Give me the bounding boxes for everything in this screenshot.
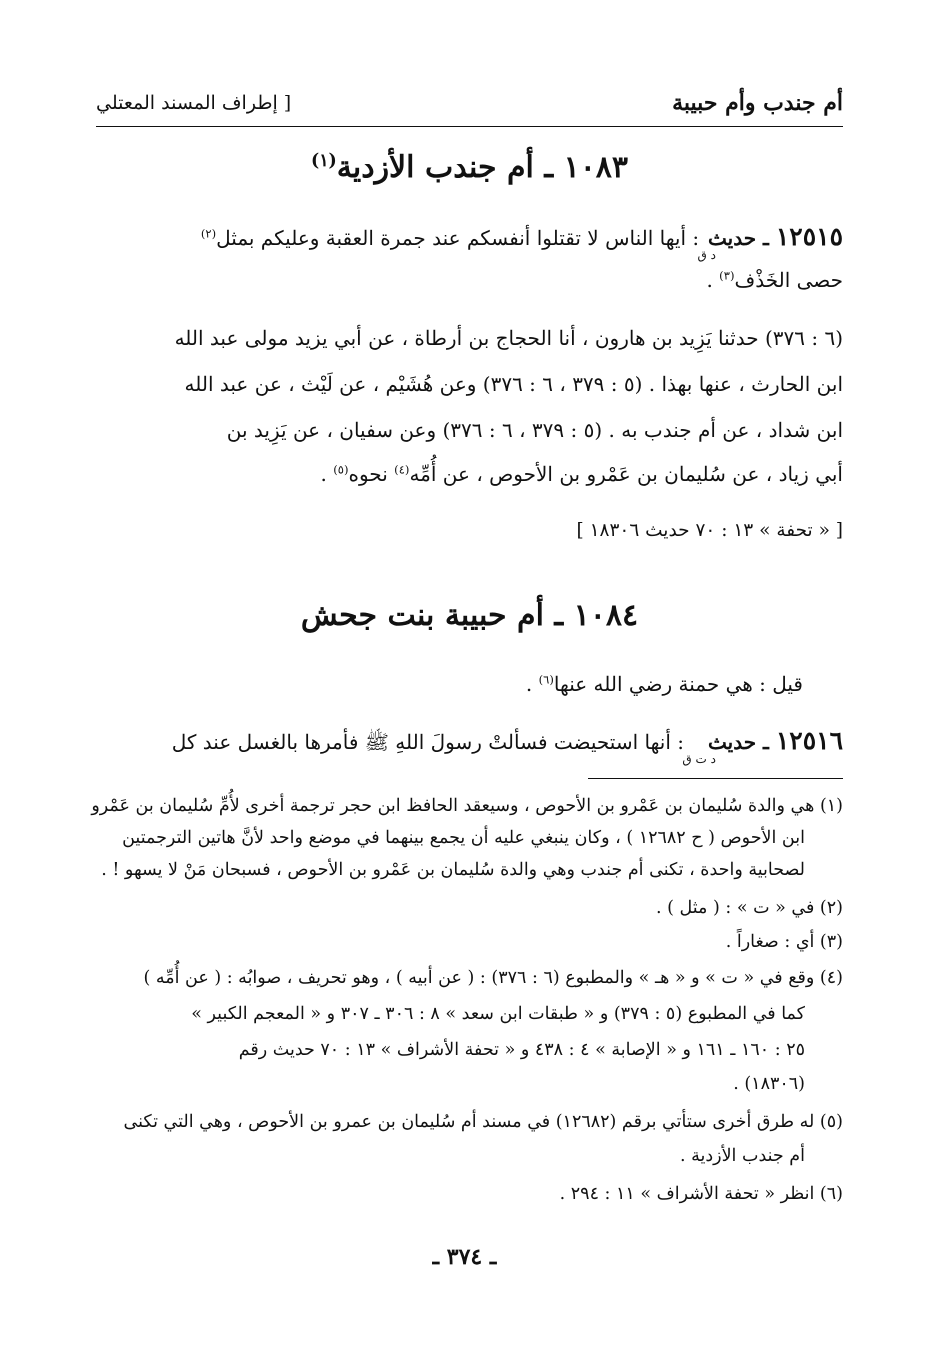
footnote-5-line-2: أم جندب الأزدية . [679, 1146, 805, 1166]
qil-text-end: . [525, 672, 539, 696]
qil-text: قيل : هي حمنة رضي الله عنها [553, 672, 803, 696]
hadith-dash: ـ [756, 226, 776, 250]
hadith-text: : أيها الناس لا تقتلوا أنفسكم عند جمرة العقبة وعليكم بمثل [216, 226, 706, 250]
hadith-number: ١٢٥١٦ [775, 726, 843, 755]
footnote-3: (٣) أي : صغاراً . [725, 932, 843, 952]
footnote-2: (٢) في « ت » : ( مثل ) . [656, 898, 843, 918]
footnote-marker: (٦) [538, 672, 554, 687]
running-header [96, 88, 843, 127]
hadith-label: حديث [707, 226, 757, 250]
footnote-marker: (١) [310, 151, 337, 171]
hadith-12515-line-1 [96, 222, 843, 262]
footnote-1-line-2: ابن الأحوص ( ح ١٢٦٨٢ ) ، وكان ينبغي عليه أن يجمع بينهما في موضع واحد لأنَّ هاتين الترجمتين [122, 828, 805, 848]
hadith-dash: ـ [756, 730, 776, 754]
footnote-marker: (٥) [333, 462, 349, 477]
section-heading-text: ١٠٨٣ ـ أم جندب الأزدية [336, 150, 629, 185]
footnote-4-line-2: كما في المطبوع (٥ : ٣٧٩) و « طبقات ابن سعد » ٨ : ٣٠٦ ـ ٣٠٧ و « المعجم الكبير » [191, 1004, 805, 1024]
tuhfa-reference: [ « تحفة » ١٣ : ٧٠ حديث ١٨٣٠٦ ] [576, 520, 843, 541]
isnad-text-end: . [320, 462, 334, 486]
hadith-siglum: د ت ق [682, 752, 716, 766]
hadith-12516-line-1 [96, 726, 843, 766]
section-heading-1084: ١٠٨٤ ـ أم حبيبة بنت جحش [300, 598, 639, 633]
isnad-text: نحوه [348, 462, 395, 486]
footnote-5-line-1: (٥) له طرق أخرى ستأتي برقم (١٢٦٨٢) في مسند أم سُليمان بن عمرو بن الأحوص ، وهي التي تكنى [123, 1112, 843, 1132]
isnad-line-3: ابن شداد ، عن أم جندب به . (٥ : ٣٧٩ ، ٦ : ٣٧٦) وعن سفيان ، عن يَزِيد بن [226, 418, 843, 442]
footnote-4-line-3: ٢٥ : ١٦٠ ـ ١٦١ و « الإصابة » ٤ : ٤٣٨ و « تحفة الأشراف » ١٣ : ٧٠ حديث رقم [238, 1040, 805, 1060]
page-number: ـ ٣٧٤ ـ [432, 1244, 497, 1270]
section-heading-1083 [96, 150, 843, 185]
isnad-line-4 [96, 462, 843, 486]
footnote-marker: (٣) [719, 268, 735, 283]
footnote-4-line-4: (١٨٣٠٦) . [733, 1074, 805, 1094]
hadith-text-end: . [706, 268, 720, 292]
isnad-text: أبي زياد ، عن سُليمان بن عَمْرو بن الأحوص ، عن أُمِّه [409, 462, 843, 486]
running-header-section-title: أم جندب وأم حبيبة [672, 90, 843, 116]
isnad-line-1: (٦ : ٣٧٦) حدثنا يَزِيد بن هارون ، أنا الحجاج بن أرطاة ، عن أبي يزيد مولى عبد الله [174, 326, 843, 350]
hadith-label: حديث [707, 730, 757, 754]
footnote-4-line-1: (٤) وقع في « ت » و « هـ » والمطبوع (٦ : ٣٧٦) : ( عن أبيه ) ، وهو تحريف ، صوابُه : ( عن أُمِّه ) [143, 968, 843, 988]
footnote-6: (٦) انظر « تحفة الأشراف » ١١ : ٢٩٤ . [559, 1184, 843, 1204]
running-header-book-title: [ إطراف المسند المعتلي [96, 92, 292, 114]
footnote-1-line-1: (١) هي والدة سُليمان بن عَمْرو بن الأحوص ، وسيعقد الحافظ ابن حجر ترجمة أخرى لأُمِّ سُليمان بن عَمْرو [91, 796, 843, 816]
footnote-marker: (٤) [394, 462, 410, 477]
hadith-text: : أنها استحيضت فسألتْ رسولَ اللهِ ﷺ فأمرها بالغسل عند كل [171, 730, 691, 754]
hadith-12515-line-2 [96, 268, 843, 292]
footnote-marker: (٢) [200, 226, 217, 241]
footnote-1-line-3: لصحابية واحدة ، تكنى أم جندب وهي والدة سُليمان بن عَمْرو بن الأحوص ، فسبحان مَنْ لا يسهو ! . [101, 860, 805, 880]
footnote-divider [588, 778, 843, 779]
hadith-number: ١٢٥١٥ [775, 222, 843, 251]
hadith-siglum: د ق [697, 248, 716, 262]
hadith-text: حصى الخَذْف [734, 268, 843, 292]
qil-line [96, 672, 843, 696]
isnad-line-2: ابن الحارث ، عنها بهذا . (٥ : ٣٧٩ ، ٦ : ٣٧٦) وعن هُشَيْم ، عن لَيْث ، عن عبد الله [184, 372, 843, 396]
